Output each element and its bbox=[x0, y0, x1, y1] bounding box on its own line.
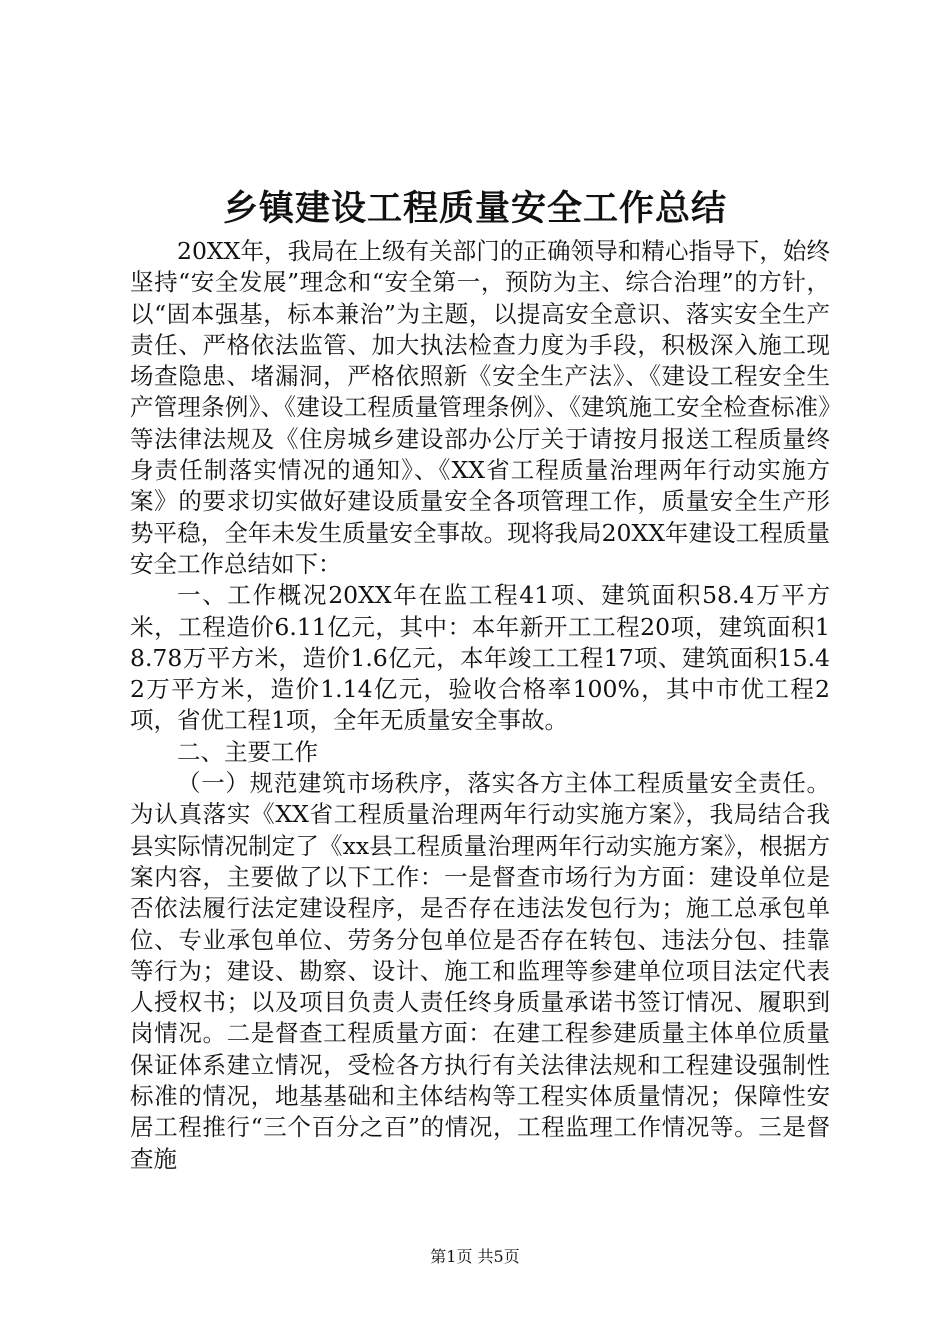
paragraph-overview: 一、工作概况20XX年在监工程41项、建筑面积58.4万平方米，工程造价6.11亿元，其中：本年新开工工程20项，建筑面积18.78万平方米，造价1.6亿元，本年竣工工程17项、建筑面积15.42万平方米，造价1.14亿元，验收合格率100%，其中市优工程2项，省优工程1项，全年无质量安全事故。 bbox=[130, 581, 830, 735]
document-body bbox=[130, 236, 830, 1175]
page-footer: 第1页 共5页 bbox=[430, 1247, 520, 1266]
document-title: 乡镇建设工程质量安全工作总结 bbox=[222, 188, 727, 229]
paragraph-section-1: （一）规范建筑市场秩序，落实各方主体工程质量安全责任。为认真落实《XX省工程质量治理两年行动实施方案》，我局结合我县实际情况制定了《xx县工程质量治理两年行动实施方案》，根据方案内容，主要做了以下工作：一是督查市场行为方面：建设单位是否依法履行法定建设程序，是否存在违法发包行为；施工总承包单位、专业承包单位、劳务分包单位是否存在转包、违法分包、挂靠等行为；建设、勘察、设计、施工和监理等参建单位项目法定代表人授权书；以及项目负责人责任终身质量承诺书签订情况、履职到岗情况。二是督查工程质量方面：在建工程参建质量主体单位质量保证体系建立情况，受检各方执行有关法律法规和工程建设强制性标准的情况，地基基础和主体结构等工程实体质量情况；保障性安居工程推行“三个百分之百”的情况，工程监理工作情况等。三是督查施 bbox=[130, 769, 830, 1173]
paragraph-intro: 20XX年，我局在上级有关部门的正确领导和精心指导下，始终坚持“安全发展”理念和“安全第一，预防为主、综合治理”的方针，以“固本强基，标本兼治”为主题，以提高安全意识、落实安全生产责任、严格依法监管、加大执法检查力度为手段，积极深入施工现场查隐患、堵漏洞，严格依照新《安全生产法》、《建设工程安全生产管理条例》、《建设工程质量管理条例》、《建筑施工安全检查标准》等法律法规及《住房城乡建设部办公厅关于请按月报送工程质量终身责任制落实情况的通知》、《XX省工程质量治理两年行动实施方案》的要求切实做好建设质量安全各项管理工作，质量安全生产形势平稳，全年未发生质量安全事故。现将我局20XX年建设工程质量安全工作总结如下： bbox=[130, 237, 830, 578]
paragraph-heading-main-work: 二、主要工作 bbox=[177, 737, 318, 766]
